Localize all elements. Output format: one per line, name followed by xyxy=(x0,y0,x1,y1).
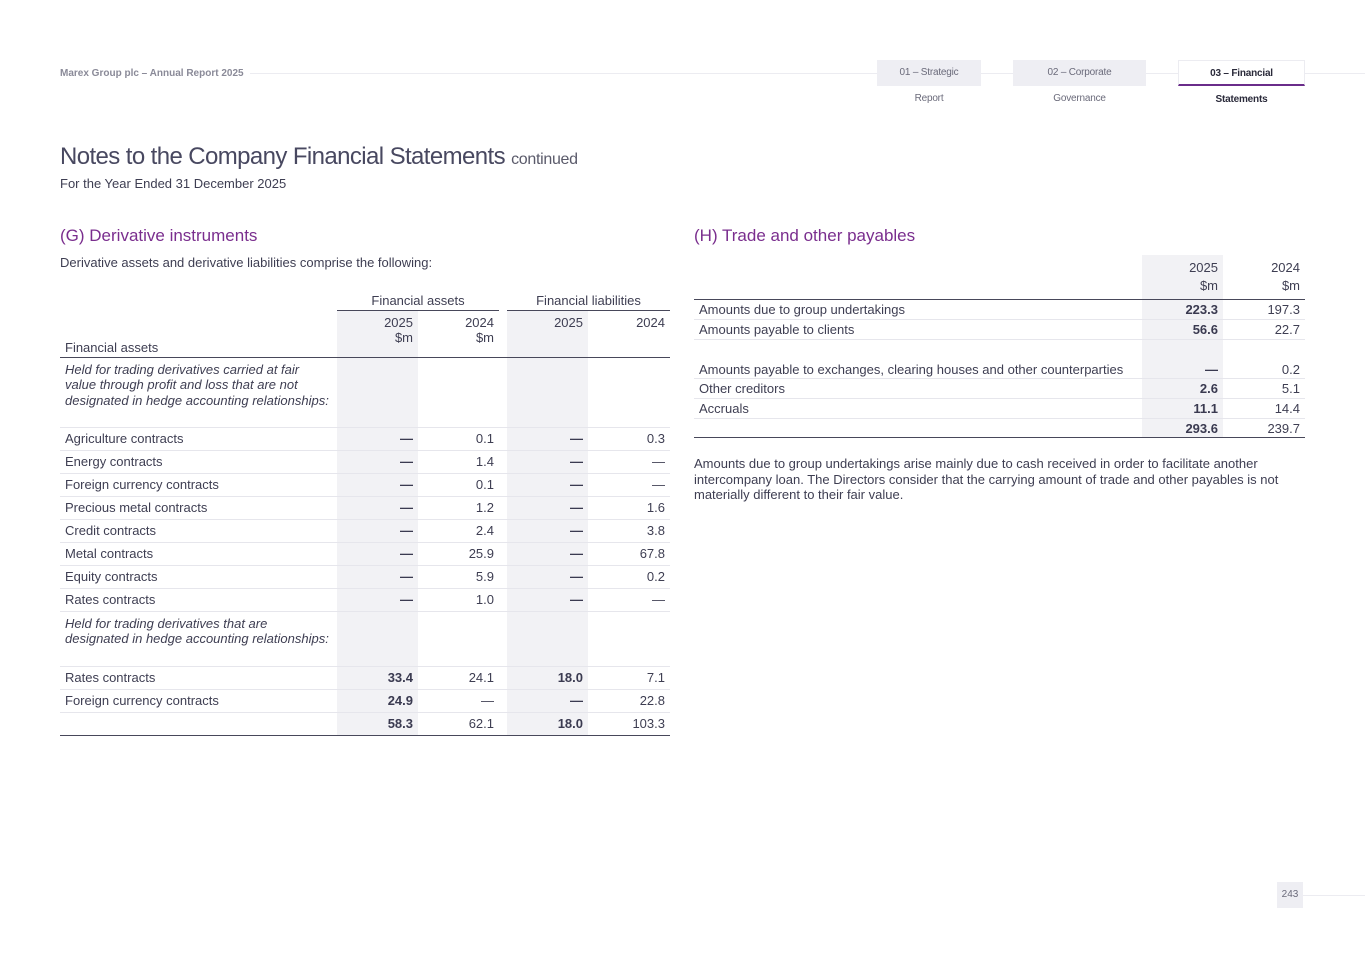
row-label: Precious metal contracts xyxy=(60,496,337,519)
cell-value: — xyxy=(507,519,588,542)
cell-value: 1.6 xyxy=(588,496,670,519)
row-label: Foreign currency contracts xyxy=(60,473,337,496)
cell-value: — xyxy=(337,588,418,611)
row-label: Agriculture contracts xyxy=(60,427,337,450)
section-g-intro: Derivative assets and derivative liabilities comprise the following: xyxy=(60,255,433,270)
row-label: Energy contracts xyxy=(60,450,337,473)
cell-value: — xyxy=(507,473,588,496)
row-label: Amounts due to group undertakings xyxy=(694,300,1142,320)
col-header-2024: 2024 $m xyxy=(1223,255,1305,300)
total-value: 103.3 xyxy=(588,712,670,735)
group-header-spacer xyxy=(60,286,337,311)
footer-divider xyxy=(1303,895,1365,896)
cell-value: — xyxy=(507,542,588,565)
table-row xyxy=(60,689,670,712)
cell-value: 223.3 xyxy=(1142,300,1223,320)
table-row xyxy=(694,379,1305,399)
total-row xyxy=(694,419,1305,438)
cell-value: 0.1 xyxy=(418,473,499,496)
table-row xyxy=(694,340,1305,379)
cell-value: — xyxy=(337,450,418,473)
caption-not-designated: Held for trading derivatives carried at fair value through profit and loss that are not designated in hedge accounting relationships: xyxy=(60,357,337,427)
cell-value: — xyxy=(588,588,670,611)
cell-value: — xyxy=(337,565,418,588)
row-label: Rates contracts xyxy=(60,666,337,689)
cell-value: — xyxy=(507,450,588,473)
group-header-financial-liabilities: Financial liabilities xyxy=(507,286,670,311)
table-row xyxy=(60,519,670,542)
cell-value: 1.4 xyxy=(418,450,499,473)
cell-value: 24.9 xyxy=(337,689,418,712)
page-title xyxy=(60,143,578,171)
cell-value: 2.6 xyxy=(1142,379,1223,399)
row-label: Accruals xyxy=(694,399,1142,419)
row-label: Other creditors xyxy=(694,379,1142,399)
cell-value: — xyxy=(337,473,418,496)
page-title-text: Notes to the Company Financial Statements xyxy=(60,143,505,170)
total-value: 18.0 xyxy=(507,712,588,735)
table-row xyxy=(60,588,670,611)
cell-value: — xyxy=(507,588,588,611)
table-row xyxy=(60,565,670,588)
cell-value: 2.4 xyxy=(418,519,499,542)
cell-value: — xyxy=(588,450,670,473)
cell-value: — xyxy=(337,496,418,519)
section-g-heading: (G) Derivative instruments xyxy=(60,226,258,245)
row-label-header-empty xyxy=(694,255,1142,300)
total-value: 293.6 xyxy=(1142,419,1223,438)
cell-value: 0.2 xyxy=(588,565,670,588)
page-subtitle: For the Year Ended 31 December 2025 xyxy=(60,176,287,191)
payables-note: Amounts due to group undertakings arise mainly due to cash received in order to facilitate another intercompany loan. The Directors consider that the carrying amount of trade and other payables is not materially different to their fair value. xyxy=(694,456,1279,502)
col-gap xyxy=(499,311,507,358)
col-header-assets-2024: 2024 $m xyxy=(418,311,499,358)
cell-value: 56.6 xyxy=(1142,320,1223,340)
total-value: 62.1 xyxy=(418,712,499,735)
row-label: Rates contracts xyxy=(60,588,337,611)
table-row xyxy=(60,473,670,496)
derivative-instruments-table xyxy=(60,286,670,736)
cell-value: 18.0 xyxy=(507,666,588,689)
cell-value: — xyxy=(507,689,588,712)
col-header-liabilities-2024: 2024 xyxy=(588,311,670,358)
cell-value: 1.0 xyxy=(418,588,499,611)
tab-financial-statements[interactable]: 03 – Financial Statements xyxy=(1178,60,1305,86)
table-row xyxy=(694,399,1305,419)
col-header-liabilities-2025: 2025 xyxy=(507,311,588,358)
cell-value: 197.3 xyxy=(1223,300,1305,320)
trade-payables-table xyxy=(694,255,1305,438)
page-number: 243 xyxy=(1277,882,1303,908)
table-row xyxy=(60,666,670,689)
table-row xyxy=(694,300,1305,320)
group-header-financial-assets: Financial assets xyxy=(337,286,499,311)
col-header-2025: 2025 $m xyxy=(1142,255,1223,300)
cell-value: 1.2 xyxy=(418,496,499,519)
report-name: Marex Group plc – Annual Report 2025 xyxy=(60,68,244,79)
cell-value: 5.1 xyxy=(1223,379,1305,399)
cell-value: 14.4 xyxy=(1223,399,1305,419)
cell-value: 0.1 xyxy=(418,427,499,450)
cell-value: 11.1 xyxy=(1142,399,1223,419)
cell-value: 24.1 xyxy=(418,666,499,689)
cell-value: 25.9 xyxy=(418,542,499,565)
cell-value: — xyxy=(337,427,418,450)
table-row xyxy=(60,542,670,565)
row-label: Metal contracts xyxy=(60,542,337,565)
row-label: Credit contracts xyxy=(60,519,337,542)
table-row xyxy=(60,450,670,473)
cell-value: 5.9 xyxy=(418,565,499,588)
caption-designated: Held for trading derivatives that are designated in hedge accounting relationships: xyxy=(60,611,337,666)
cell-value: — xyxy=(337,519,418,542)
cell-value: — xyxy=(418,689,499,712)
cell-value: — xyxy=(1142,340,1223,379)
total-row xyxy=(60,712,670,735)
cell-value: 3.8 xyxy=(588,519,670,542)
row-label: Equity contracts xyxy=(60,565,337,588)
row-label: Amounts payable to clients xyxy=(694,320,1142,340)
cell-value: — xyxy=(337,542,418,565)
cell-value: — xyxy=(507,565,588,588)
cell-value: 22.8 xyxy=(588,689,670,712)
cell-value: — xyxy=(507,496,588,519)
cell-value: 22.7 xyxy=(1223,320,1305,340)
row-label-header: Financial assets xyxy=(60,311,337,358)
page-title-suffix: continued xyxy=(511,151,578,168)
row-label: Foreign currency contracts xyxy=(60,689,337,712)
tab-strategic-report[interactable]: 01 – Strategic Report xyxy=(877,60,981,86)
table-row xyxy=(694,320,1305,340)
section-h-heading: (H) Trade and other payables xyxy=(694,226,916,245)
group-header-gap xyxy=(499,286,507,311)
cell-value: — xyxy=(588,473,670,496)
cell-value: 67.8 xyxy=(588,542,670,565)
total-value: 239.7 xyxy=(1223,419,1305,438)
cell-value: — xyxy=(507,427,588,450)
col-header-assets-2025: 2025 $m xyxy=(337,311,418,358)
cell-value: 7.1 xyxy=(588,666,670,689)
cell-value: 0.2 xyxy=(1223,340,1305,379)
table-row xyxy=(60,496,670,519)
total-value: 58.3 xyxy=(337,712,418,735)
tab-corporate-governance[interactable]: 02 – Corporate Governance xyxy=(1013,60,1146,86)
row-label: Amounts payable to exchanges, clearing houses and other counterparties xyxy=(694,340,1142,379)
cell-value: 0.3 xyxy=(588,427,670,450)
table-row xyxy=(60,427,670,450)
cell-value: 33.4 xyxy=(337,666,418,689)
